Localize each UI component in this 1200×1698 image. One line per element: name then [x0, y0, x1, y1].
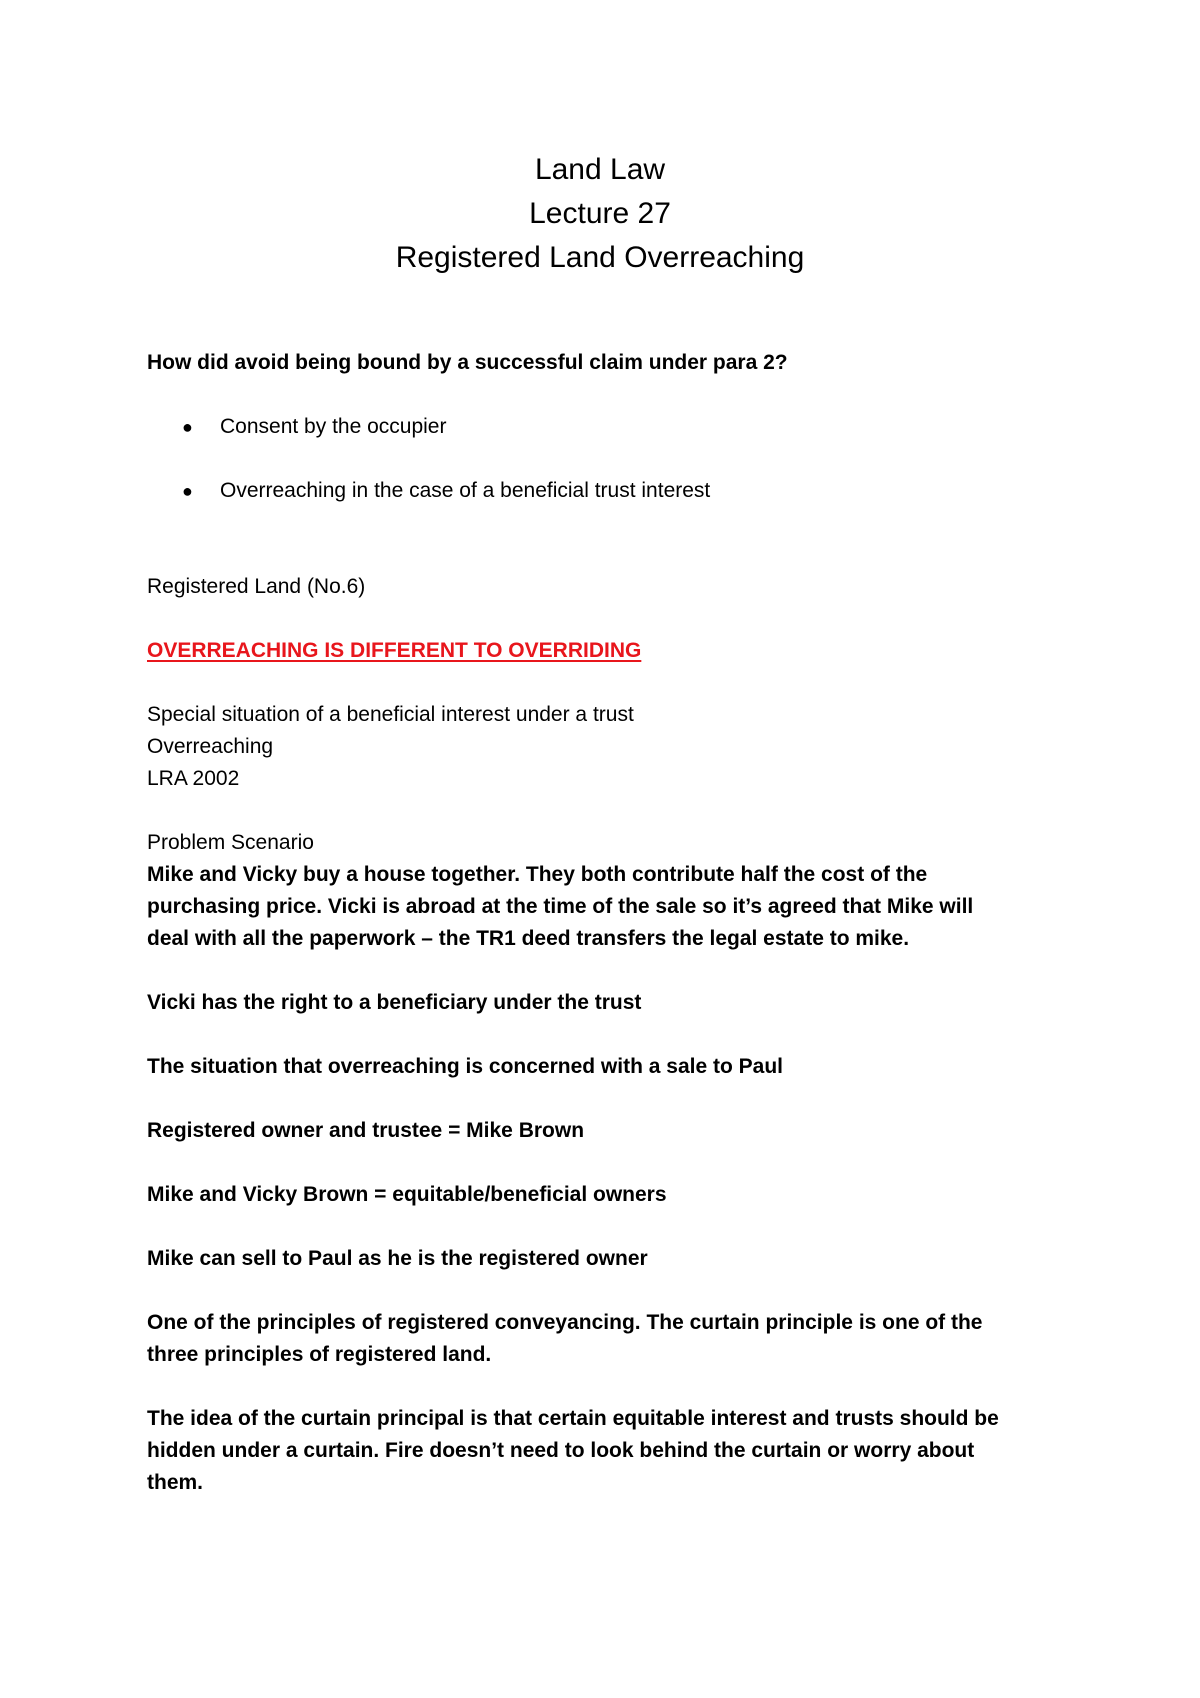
curtain-idea-line: hidden under a curtain. Fire doesn’t need to look behind the curtain or worry about — [147, 1439, 975, 1462]
bullet-text: Overreaching in the case of a beneficial trust interest — [220, 479, 711, 502]
lecture-topic: Registered Land Overreaching — [395, 241, 805, 274]
bullet-icon: ● — [182, 481, 193, 501]
warning-heading: OVERREACHING IS DIFFERENT TO OVERRIDING — [147, 639, 642, 662]
bullet-text: Consent by the occupier — [220, 415, 447, 438]
point-line: Mike can sell to Paul as he is the registered owner — [147, 1247, 648, 1270]
lecture-number: Lecture 27 — [529, 197, 671, 230]
curtain-idea-line: them. — [147, 1471, 204, 1494]
curtain-principle-line: One of the principles of registered conveyancing. The curtain principle is one of the — [147, 1311, 983, 1334]
context-line: LRA 2002 — [147, 767, 240, 790]
scenario-heading: Problem Scenario — [147, 831, 314, 854]
point-line: Mike and Vicky Brown = equitable/beneficial owners — [147, 1183, 667, 1206]
bullet-icon: ● — [182, 417, 193, 437]
scenario-line: deal with all the paperwork – the TR1 deed transfers the legal estate to mike. — [147, 927, 910, 950]
point-line: Vicki has the right to a beneficiary under the trust — [147, 991, 642, 1014]
scenario-line: Mike and Vicky buy a house together. They both contribute half the cost of the — [147, 863, 928, 886]
curtain-idea-line: The idea of the curtain principal is that certain equitable interest and trusts should be — [147, 1407, 999, 1430]
intro-question: How did avoid being bound by a successful claim under para 2? — [147, 351, 788, 374]
section-label: Registered Land (No.6) — [147, 575, 366, 598]
title-block — [0, 148, 1200, 280]
context-line: Overreaching — [147, 735, 274, 758]
curtain-principle-line: three principles of registered land. — [147, 1343, 492, 1366]
point-line: The situation that overreaching is concerned with a sale to Paul — [147, 1055, 783, 1078]
point-line: Registered owner and trustee = Mike Brown — [147, 1119, 585, 1142]
document-title: Land Law — [534, 153, 666, 186]
scenario-line: purchasing price. Vicki is abroad at the time of the sale so it’s agreed that Mike will — [147, 895, 974, 918]
context-line: Special situation of a beneficial interest under a trust — [147, 703, 634, 726]
